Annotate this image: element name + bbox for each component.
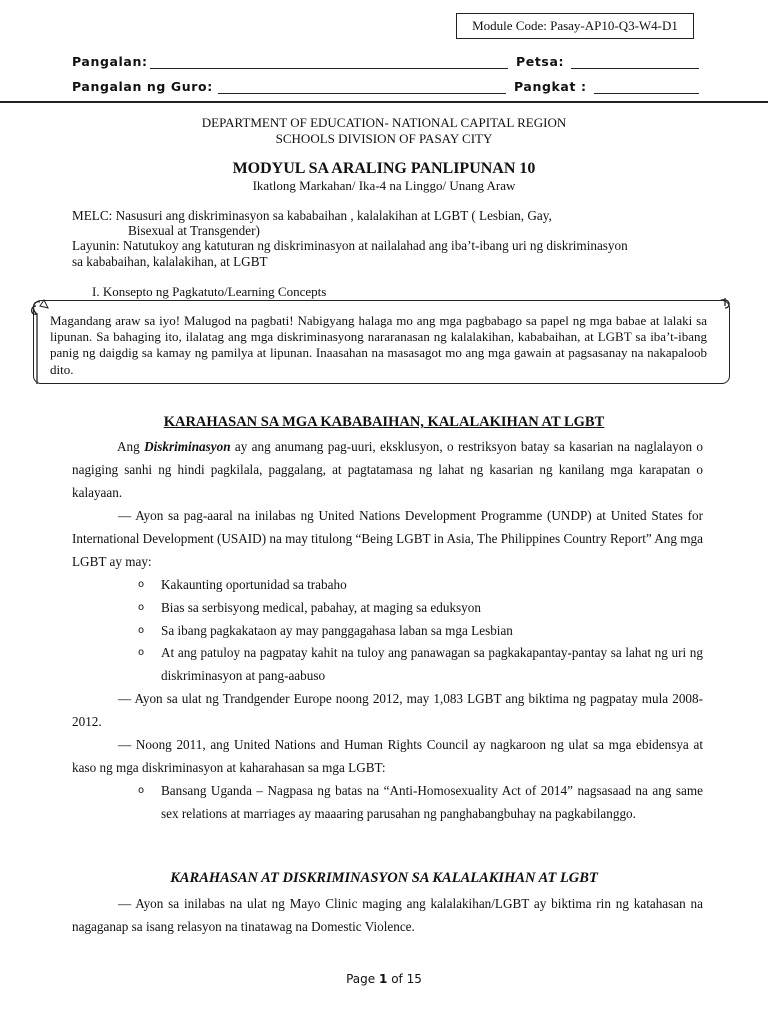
layunin-line-1: Layunin: Natutukoy ang katuturan ng diskriminasyon at nailalahad ang iba’t-ibang uri ng diskriminasyon [72,238,628,253]
pangkat-label: Pangkat : [514,79,587,94]
diskriminasyon-paragraph [72,436,703,504]
guro-label: Pangalan ng Guro: [72,79,213,94]
page-total: 15 [406,972,422,986]
section1-title: KARAHASAN SA MGA KABABAIHAN, KALALAKIHAN AT LGBT [163,414,605,430]
module-title: MODYUL SA ARALING PANLIPUNAN 10 [232,160,536,177]
list-item [138,620,703,643]
petsa-label: Petsa: [516,54,565,69]
undp-paragraph: — Ayon sa pag-aaral na inilabas ng United Nations Development Programme (UNDP) at United States for International Development (USAID) na may titulong “Being LGBT in Asia, The Philippines Country Report” Ang mga LGBT ay may: [72,508,703,569]
bullet-symbol: o [138,785,145,796]
guro-line [218,93,506,94]
diskriminasyon-term: Diskriminasyon [144,439,231,454]
melc-line-2: Bisexual at Transgender) [128,223,260,238]
bullet-symbol: o [138,647,145,659]
bullet-text: At ang patuloy na pagpatay kahit na tuloy ang panawagan sa pagkakapantay-pantay sa lahat ng uri ng diskriminasyon at pang-aabuso [161,645,703,684]
header-rule [0,101,768,103]
uganda-bullet-list [138,780,703,826]
transgender-europe-paragraph: — Ayon sa ulat ng Trandgender Europe noong 2012, may 1,083 LGBT ang biktima ng pagpatay mula 2008-2012. [72,691,703,729]
unhrc-paragraph: — Noong 2011, ang United Nations and Human Rights Council ay nagkaroon ng ulat sa mga ebidensya at kaso ng mga diskriminasyon at kaharahasan sa mga LGBT: [72,737,703,775]
list-item [138,574,703,597]
section2-title: KARAHASAN AT DISKRIMINASYON SA KALALAKIHAN AT LGBT [170,870,598,886]
pangalan-label: Pangalan: [72,54,148,69]
dept-line-1: DEPARTMENT OF EDUCATION- NATIONAL CAPITAL REGION [201,115,567,130]
pangalan-line [150,68,508,69]
bullet-text: Sa ibang pagkakataon ay may panggagahasa laban sa mga Lesbian [161,622,513,638]
layunin-line-2: sa kababaihan, kalalakihan, at LGBT [72,254,268,269]
pangkat-line [594,93,699,94]
page-footer [0,972,768,986]
bullet-symbol: o [138,579,145,590]
concepts-heading: I. Konsepto ng Pagkatuto/Learning Concepts [92,284,327,299]
page-number: 1 [379,972,388,986]
list-item [138,780,703,826]
bullet-text: Bansang Uganda – Nagpasa ng batas na “Anti-Homosexuality Act of 2014” nagsasaad na ang same sex relations at marriages ay maaaring parusahan ng panghabangbuhay na pagkabilanggo. [161,783,703,821]
undp-bullet-list [138,574,703,688]
list-item [138,597,703,620]
module-subtitle: Ikatlong Markahan/ Ika-4 na Linggo/ Unang Araw [252,178,516,193]
of-label: of [391,972,403,986]
list-item [138,642,703,688]
page-label: Page [346,972,376,986]
mayo-clinic-paragraph: — Ayon sa inilabas na ulat ng Mayo Clinic maging ang kalalakihan/LGBT ay biktima rin ng katahasan na nagaganap sa isang relasyon na tinatawag na Domestic Violence. [72,896,703,934]
intro-paragraph: Magandang araw sa iyo! Malugod na pagbati! Nabigyang halaga mo ang mga pagbabago sa papel ng mga babae at lalaki sa lipunan. Sa bahaging ito, ilalatag ang mga diskriminasyong nararanasan ng kalalakihan, kababaihan, at LGBT sa iba’t-ibang panig ng daigdig sa kamay ng pamilya at lipunan. Inaasahan na masasagot mo ang mga gawain at pagsasanay na nakapaloob dito. [50,313,707,377]
p1-prefix: Ang [117,439,145,454]
bullet-symbol: o [138,624,145,636]
bullet-text: Bias sa serbisyong medical, pabahay, at maging sa eduksyon [161,599,481,615]
bullet-symbol: o [138,601,145,613]
dept-line-2: SCHOOLS DIVISION OF PASAY CITY [275,131,493,146]
melc-line-1: MELC: Nasusuri ang diskriminasyon sa kababaihan , kalalakihan at LGBT ( Lesbian, Gay, [72,208,552,223]
bullet-text: Kakaunting oportunidad sa trabaho [161,577,347,592]
petsa-line [571,68,699,69]
module-code: Module Code: Pasay-AP10-Q3-W4-D1 [456,13,694,39]
p1-rest: ay ang anumang pag-uuri, eksklusyon, o restriksyon batay sa kasarian na naglalayon o nagiging sanhi ng hindi pagkilala, paggalang, at pagtatamasa ng lahat ng kasarian ng kanilang mga karapatan o kalayaan. [72,439,703,500]
